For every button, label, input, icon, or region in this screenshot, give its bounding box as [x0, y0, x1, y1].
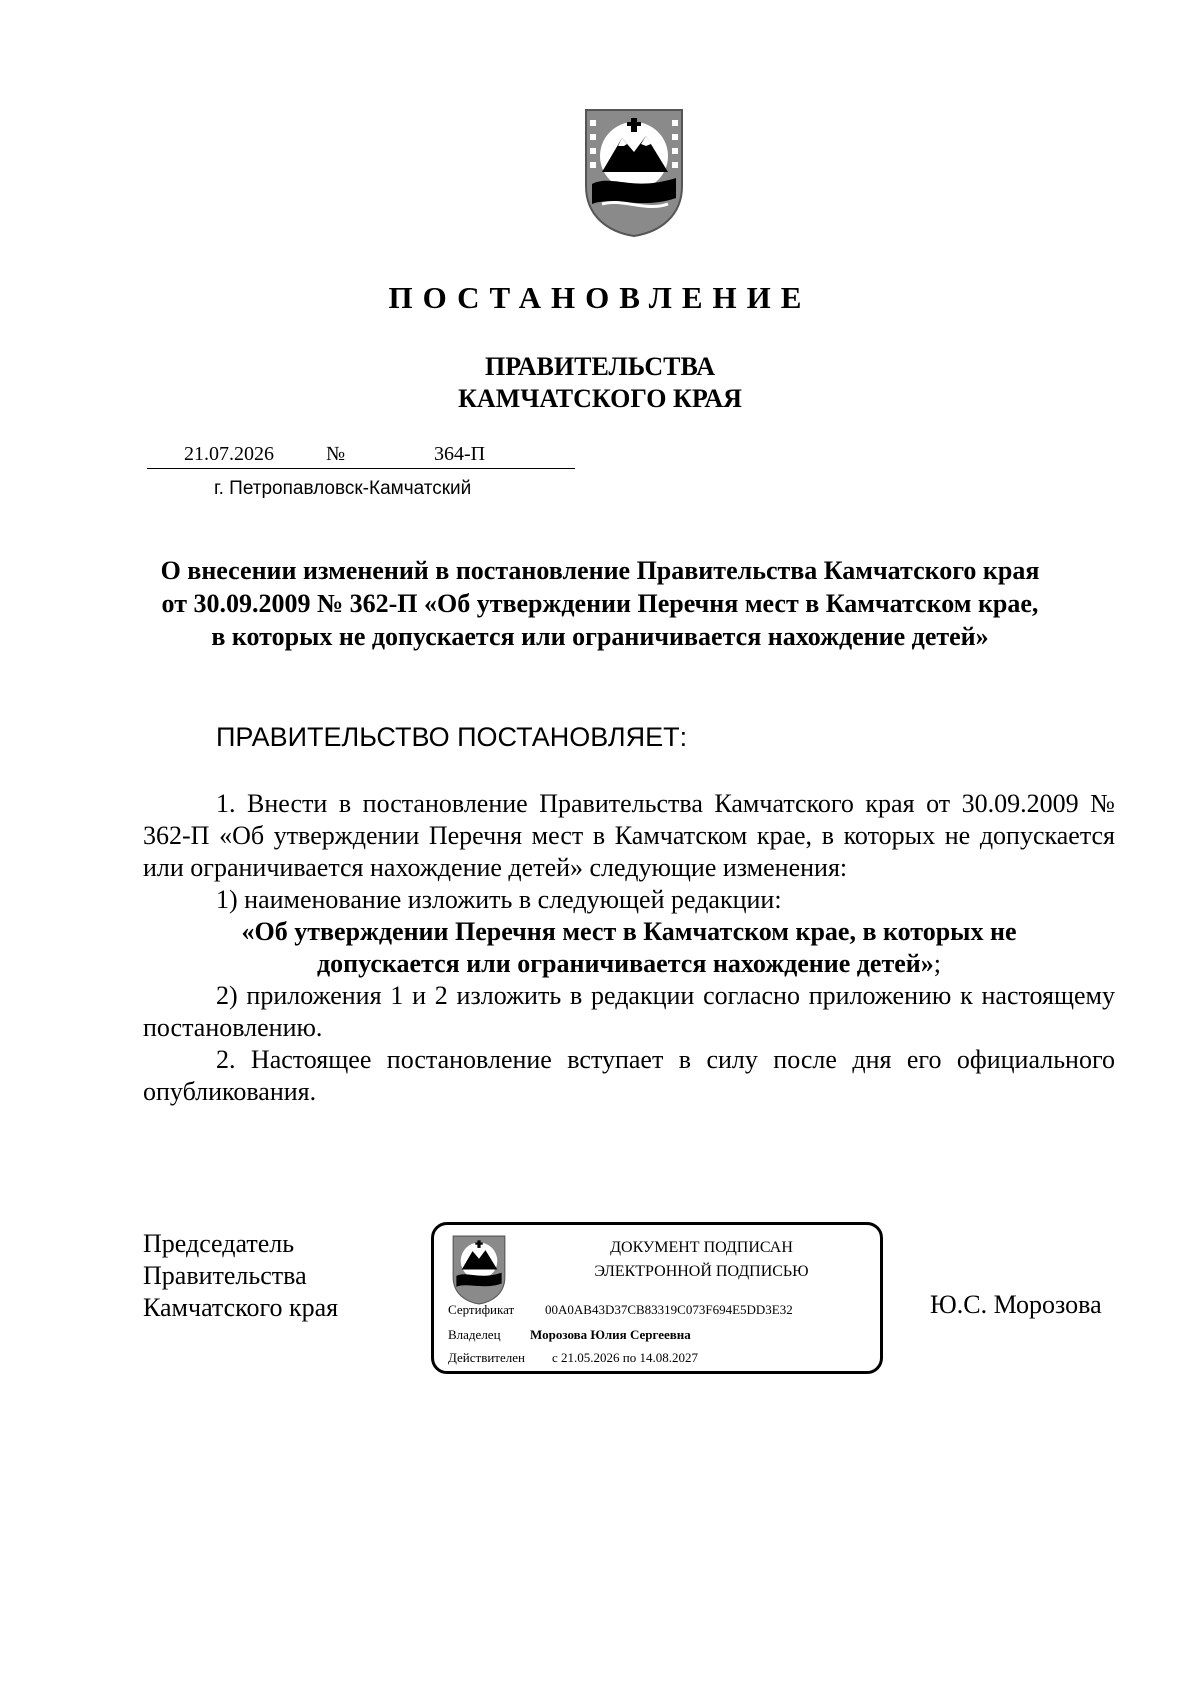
electronic-signature-stamp — [431, 1222, 883, 1374]
coat-of-arms-emblem — [582, 108, 686, 238]
decree-statement: ПРАВИТЕЛЬСТВО ПОСТАНОВЛЯЕТ: — [216, 722, 688, 752]
signatory-position — [143, 1228, 338, 1324]
position-line-3: Камчатского края — [143, 1293, 339, 1322]
city-name: г. Петропавловск-Камчатский — [214, 478, 472, 499]
title-line-3: в которых не допускается или ограничивается нахождение детей» — [211, 622, 989, 651]
validity-label: Действителен — [448, 1350, 525, 1365]
document-date: 21.07.2026 — [184, 443, 274, 465]
validity-value: с 21.05.2026 по 14.08.2027 — [552, 1350, 698, 1365]
position-line-1: Председатель — [143, 1229, 295, 1258]
owner-label: Владелец — [448, 1327, 501, 1342]
paragraph-2: 2. Настоящее постановление вступает в силу после дня его официального опубликования. — [143, 1045, 1115, 1106]
document-number: 364-П — [434, 443, 486, 465]
signatory-name: Ю.С. Морозова — [930, 1290, 1102, 1319]
stamp-validity-row — [448, 1350, 698, 1366]
title-line-1: О внесении изменений в постановление Правительства Камчатского края — [160, 556, 1040, 585]
stamp-certificate-row — [448, 1302, 793, 1318]
issuer-line-2: КАМЧАТСКОГО КРАЯ — [458, 384, 742, 413]
quoted-title-text: допускается или ограничивается нахождение детей» — [317, 949, 934, 978]
stamp-heading-line-2: ЭЛЕКТРОННОЙ ПОДПИСЬЮ — [594, 1263, 809, 1280]
number-sign: № — [326, 443, 346, 465]
quoted-title-suffix: ; — [933, 949, 941, 978]
title-line-2: от 30.09.2009 № 362-П «Об утверждении Перечня мест в Камчатском крае, — [161, 589, 1039, 618]
stamp-emblem-icon — [451, 1235, 507, 1305]
quoted-title-line-2 — [143, 948, 1115, 980]
owner-value: Морозова Юлия Сергеевна — [530, 1327, 691, 1342]
paragraph-1-item-1: 1) наименование изложить в следующей редакции: — [216, 885, 782, 914]
stamp-owner-row — [448, 1327, 691, 1343]
certificate-value: 00A0AB43D37CB83319C073F694E5DD3E32 — [545, 1302, 793, 1317]
paragraph-1: 1. Внести в постановление Правительства Камчатского края от 30.09.2009 № 362-П «Об утверждении Перечня мест в Камчатском крае, в которых не допускается или ограничивается нахождение детей» следующие изменения: — [143, 789, 1115, 882]
certificate-label: Сертификат — [448, 1302, 515, 1317]
position-line-2: Правительства — [143, 1261, 307, 1290]
quoted-title-line-1: «Об утверждении Перечня мест в Камчатском крае, в которых не — [241, 917, 1017, 946]
document-title — [120, 554, 1080, 653]
issuer-line-1: ПРАВИТЕЛЬСТВА — [485, 352, 715, 381]
document-type-heading: ПОСТАНОВЛЕНИЕ — [388, 280, 812, 315]
document-body — [143, 788, 1115, 1108]
paragraph-1-item-2: 2) приложения 1 и 2 изложить в редакции согласно приложению к настоящему постановлению. — [143, 981, 1115, 1042]
stamp-heading-line-1: ДОКУМЕНТ ПОДПИСАН — [610, 1239, 793, 1256]
